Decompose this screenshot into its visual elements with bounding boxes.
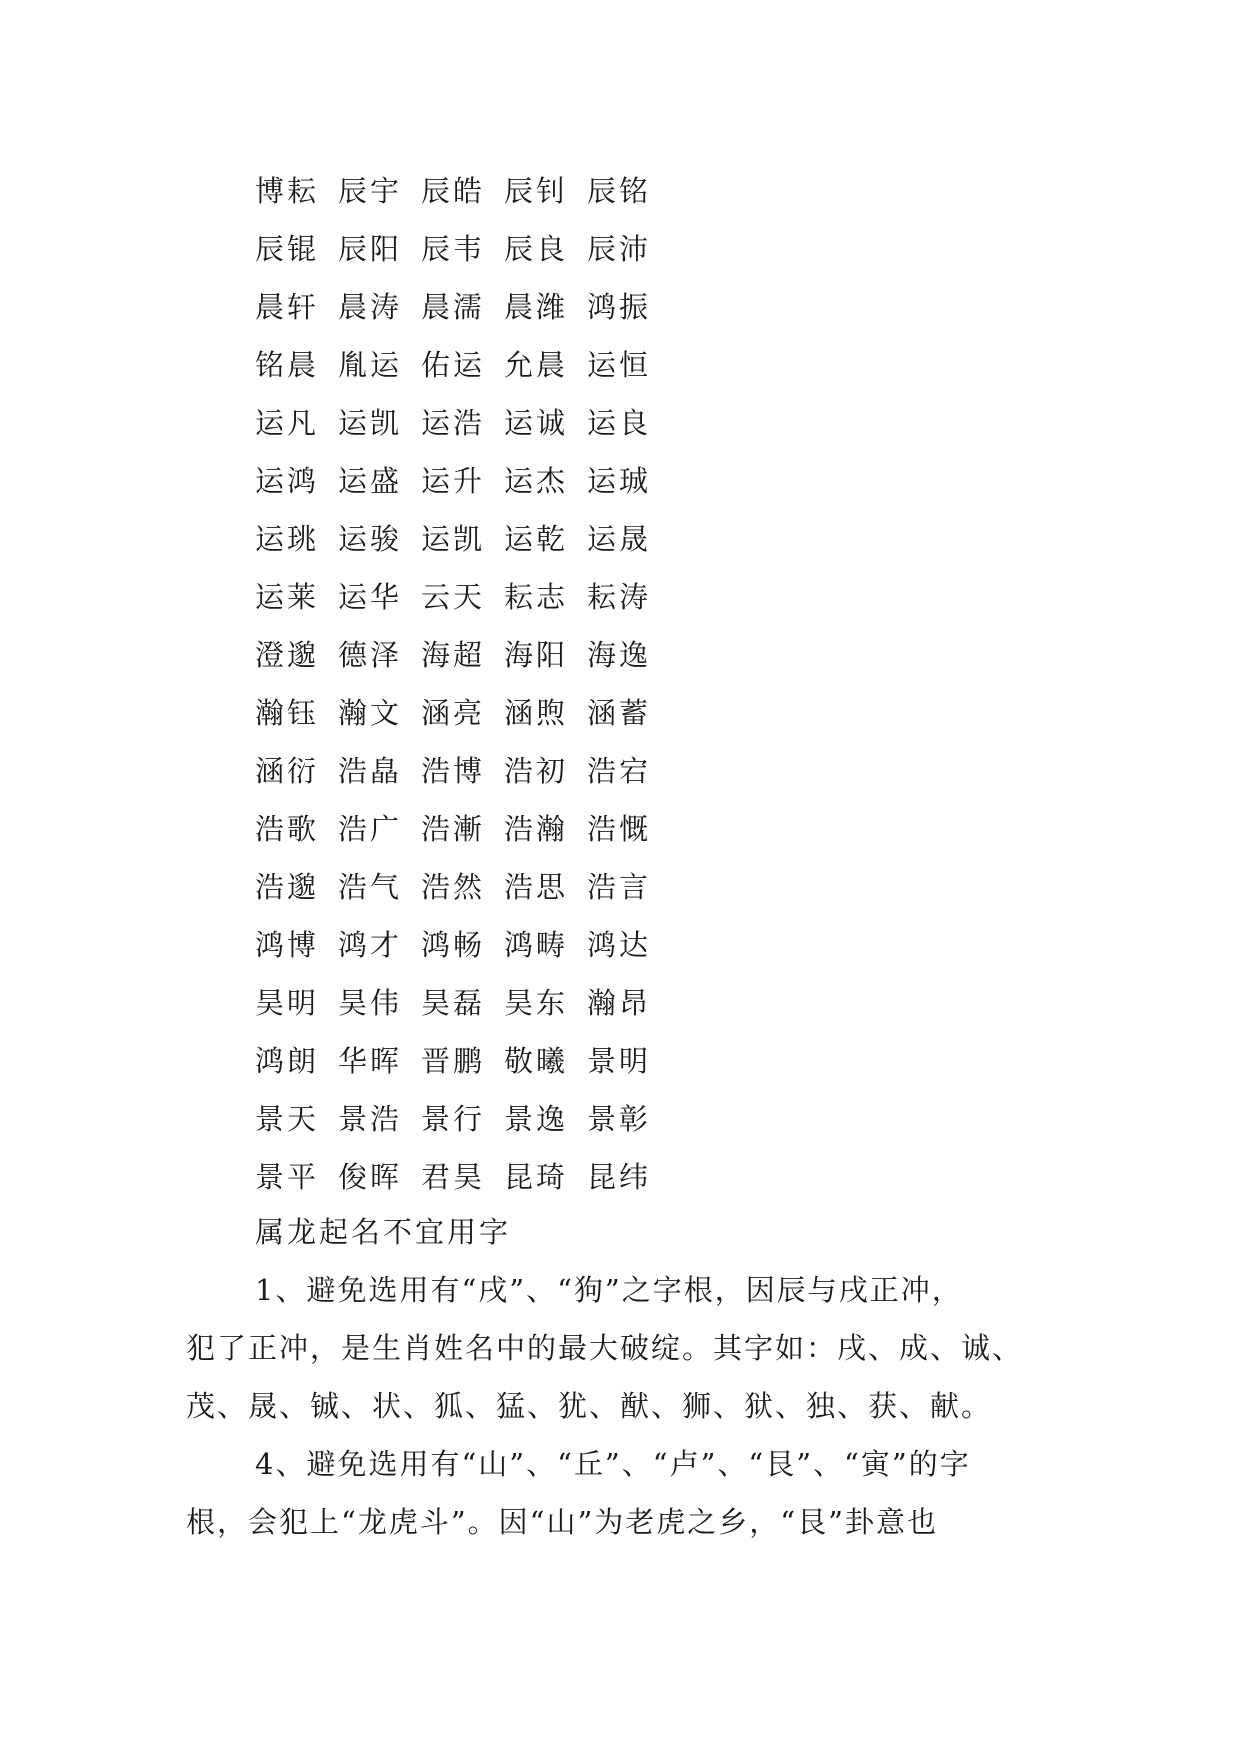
name-entry: 鸿博 <box>255 927 320 962</box>
name-entry: 运浩 <box>421 405 486 440</box>
name-entry: 鸿朗 <box>255 1043 320 1078</box>
name-entry: 鸿畴 <box>504 927 569 962</box>
name-entry: 运乾 <box>504 521 569 556</box>
name-entry: 俊晖 <box>338 1159 403 1194</box>
name-entry: 浩言 <box>587 869 652 904</box>
name-entry: 鸿达 <box>587 927 652 962</box>
name-entry: 辰阳 <box>338 231 403 266</box>
name-entry: 运凡 <box>255 405 320 440</box>
name-entry: 佑运 <box>421 347 486 382</box>
name-entry: 鸿畅 <box>421 927 486 962</box>
name-entry: 海超 <box>421 637 486 672</box>
name-entry: 浩博 <box>421 753 486 788</box>
name-list <box>255 160 670 1204</box>
paragraph-line: 1、避免选用有“戌”、“狗”之字根，因辰与戌正冲， <box>255 1273 963 1307</box>
name-entry: 景浩 <box>338 1101 403 1136</box>
name-entry: 运晟 <box>587 521 652 556</box>
paragraph-2 <box>186 1435 1066 1551</box>
name-entry: 辰沛 <box>587 231 652 266</box>
name-entry: 辰锟 <box>255 231 320 266</box>
name-entry: 浩瀚 <box>504 811 569 846</box>
name-entry: 浩然 <box>421 869 486 904</box>
name-entry: 运凯 <box>338 405 403 440</box>
name-row <box>255 798 670 856</box>
name-entry: 海阳 <box>504 637 569 672</box>
name-entry: 涵衍 <box>255 753 320 788</box>
paragraph-line: 茂、晟、铖、状、狐、猛、犹、猷、狮、狱、独、获、献。 <box>186 1389 993 1423</box>
paragraph-line: 根，会犯上“龙虎斗”。因“山”为老虎之乡，“艮”卦意也 <box>186 1505 938 1539</box>
name-entry: 涵煦 <box>504 695 569 730</box>
name-entry: 运诚 <box>504 405 569 440</box>
name-entry: 昊东 <box>504 985 569 1020</box>
name-row <box>255 566 670 624</box>
name-entry: 浩广 <box>338 811 403 846</box>
name-entry: 瀚文 <box>338 695 403 730</box>
name-entry: 运莱 <box>255 579 320 614</box>
name-entry: 运骏 <box>338 521 403 556</box>
name-entry: 辰宇 <box>338 173 403 208</box>
name-entry: 浩初 <box>504 753 569 788</box>
name-row <box>255 334 670 392</box>
name-entry: 运凯 <box>421 521 486 556</box>
name-entry: 辰铭 <box>587 173 652 208</box>
name-entry: 辰良 <box>504 231 569 266</box>
name-entry: 昊明 <box>255 985 320 1020</box>
name-entry: 浩皛 <box>338 753 403 788</box>
name-entry: 景彰 <box>587 1101 652 1136</box>
name-entry: 景行 <box>421 1101 486 1136</box>
name-row <box>255 682 670 740</box>
name-row <box>255 450 670 508</box>
name-entry: 海逸 <box>587 637 652 672</box>
name-entry: 允晨 <box>504 347 569 382</box>
name-entry: 君昊 <box>421 1159 486 1194</box>
name-entry: 景明 <box>587 1043 652 1078</box>
paragraph-line: 4、避免选用有“山”、“丘”、“卢”、“艮”、“寅”的字 <box>255 1447 971 1481</box>
name-entry: 运盛 <box>338 463 403 498</box>
name-entry: 浩气 <box>338 869 403 904</box>
name-row <box>255 508 670 566</box>
name-row <box>255 276 670 334</box>
name-entry: 晨轩 <box>255 289 320 324</box>
name-entry: 耘志 <box>504 579 569 614</box>
name-entry: 云天 <box>421 579 486 614</box>
name-row <box>255 1030 670 1088</box>
name-entry: 运升 <box>421 463 486 498</box>
name-entry: 华晖 <box>338 1043 403 1078</box>
name-row <box>255 972 670 1030</box>
name-entry: 胤运 <box>338 347 403 382</box>
name-entry: 运华 <box>338 579 403 614</box>
name-row <box>255 1088 670 1146</box>
name-entry: 博耘 <box>255 173 320 208</box>
name-entry: 鸿振 <box>587 289 652 324</box>
name-entry: 浩宕 <box>587 753 652 788</box>
name-entry: 运恒 <box>587 347 652 382</box>
name-entry: 晨潍 <box>504 289 569 324</box>
name-entry: 昊磊 <box>421 985 486 1020</box>
name-entry: 涵蓄 <box>587 695 652 730</box>
name-entry: 景平 <box>255 1159 320 1194</box>
name-entry: 瀚昂 <box>587 985 652 1020</box>
name-row <box>255 160 670 218</box>
name-entry: 运鸿 <box>255 463 320 498</box>
name-entry: 铭晨 <box>255 347 320 382</box>
name-row <box>255 914 670 972</box>
name-entry: 敬曦 <box>504 1043 569 1078</box>
name-entry: 澄邈 <box>255 637 320 672</box>
name-entry: 昆琦 <box>504 1159 569 1194</box>
paragraph-1 <box>186 1261 1066 1435</box>
name-entry: 辰韦 <box>421 231 486 266</box>
name-entry: 鸿才 <box>338 927 403 962</box>
name-entry: 瀚钰 <box>255 695 320 730</box>
name-entry: 浩思 <box>504 869 569 904</box>
name-entry: 浩漸 <box>421 811 486 846</box>
name-entry: 运良 <box>587 405 652 440</box>
name-entry: 辰钊 <box>504 173 569 208</box>
name-entry: 运珧 <box>255 521 320 556</box>
name-entry: 德泽 <box>338 637 403 672</box>
name-row <box>255 1146 670 1204</box>
name-row <box>255 740 670 798</box>
name-entry: 浩慨 <box>587 811 652 846</box>
name-row <box>255 218 670 276</box>
name-entry: 昆纬 <box>587 1159 652 1194</box>
name-row <box>255 624 670 682</box>
name-entry: 景逸 <box>504 1101 569 1136</box>
name-entry: 晨涛 <box>338 289 403 324</box>
paragraph-line: 犯了正冲，是生肖姓名中的最大破绽。其字如：戌、成、诚、 <box>186 1331 1024 1365</box>
name-entry: 涵亮 <box>421 695 486 730</box>
name-entry: 浩歌 <box>255 811 320 846</box>
name-entry: 景天 <box>255 1101 320 1136</box>
name-row <box>255 856 670 914</box>
name-entry: 昊伟 <box>338 985 403 1020</box>
name-entry: 辰皓 <box>421 173 486 208</box>
name-entry: 运杰 <box>504 463 569 498</box>
name-entry: 运珹 <box>587 463 652 498</box>
name-entry: 浩邈 <box>255 869 320 904</box>
name-entry: 耘涛 <box>587 579 652 614</box>
name-entry: 晨濡 <box>421 289 486 324</box>
name-entry: 晋鹏 <box>421 1043 486 1078</box>
name-row <box>255 392 670 450</box>
section-heading: 属龙起名不宜用字 <box>255 1215 512 1249</box>
